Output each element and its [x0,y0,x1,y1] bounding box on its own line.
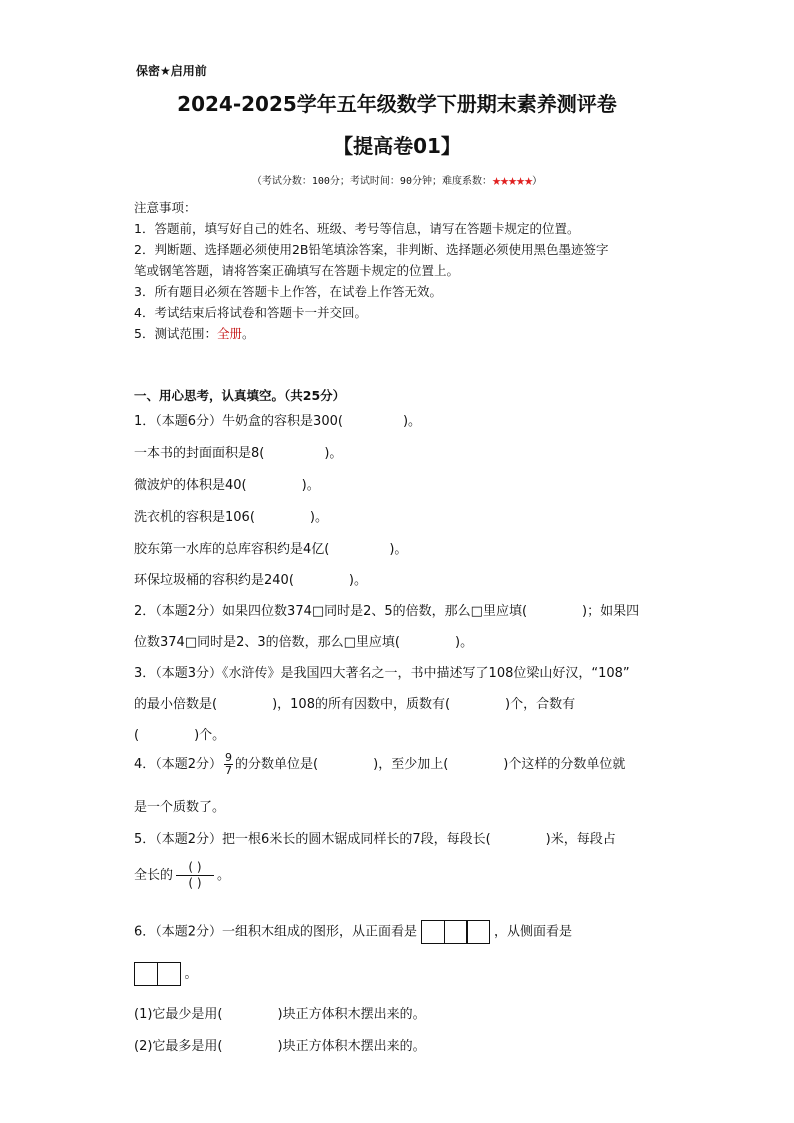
note-item: 笔或钢笔答题，请将答案正确填写在答题卡规定的位置上。 [134,263,460,278]
q3-line [134,693,575,712]
notes-heading: 注意事项： [134,200,197,215]
q3-text: )，108的所有因数中，质数有( [272,697,451,712]
q1-text: 微波炉的体积是40( [134,478,247,493]
q1-text: )。 [309,510,328,525]
fraction-9-7 [224,752,233,777]
q1-text: )。 [389,542,408,557]
q1-line [134,538,407,557]
q1-text: 洗衣机的容积是106( [134,510,255,525]
note-item: 2．判断题、选择题必须使用2B铅笔填涂答案，非判断、选择题必须使用黑色墨迹签字 [134,242,609,257]
q6-text: ，从侧面看是 [494,924,573,940]
q1-line [134,442,342,461]
q1-line [134,506,328,525]
q2-text: )。 [455,635,474,650]
side-view-figure [134,962,181,986]
q1-text: 一本书的封面面积是8( [134,446,265,461]
cube-square [444,920,468,944]
note-scope [134,323,664,344]
scope-label: 5．测试范围： [134,326,217,341]
q4-line: 是一个质数了。 [134,800,226,815]
q5-line [134,860,230,891]
q1-text: 环保垃圾桶的容积约是240( [134,573,294,588]
fraction-denominator: 7 [225,764,233,777]
q4-line [134,752,625,777]
exam-subtitle: 【提高卷01】 [333,134,461,158]
q2-text: 位数374□同时是2、3的倍数，那么□里应填( [134,635,400,650]
q3-line [134,724,225,743]
q1-text: )。 [402,414,422,429]
q5-text: )米，每段占 [545,832,616,847]
cube-square [466,920,490,944]
q6-line [134,920,572,944]
fraction-blank-bottom: ( ) [188,876,202,890]
q5-text: 5．（本题2分）把一根6米长的圆木锯成同样长的7段，每段长( [134,832,491,847]
q3-line: 3．（本题3分）《水浒传》是我国四大著名之一，书中描述写了108位梁山好汉，“108” [134,666,630,681]
exam-meta [0,170,794,188]
q6-line [134,962,198,986]
q5-text: 全长的 [134,868,174,883]
q1-text: )。 [301,478,320,493]
meta-prefix: （考试分数：100分；考试时间：90分钟；难度系数： [251,176,492,187]
scope-end: 。 [241,326,255,341]
note-item: 1．答题前，填写好自己的姓名、班级、考号等信息，请写在答题卡规定的位置。 [134,221,580,236]
cube-square [421,920,445,944]
q1-text: )。 [348,573,367,588]
note-item: 4．考试结束后将试卷和答题卡一并交回。 [134,305,367,320]
q1-text: )。 [324,446,343,461]
q1-line [134,410,421,429]
q2-line [134,600,639,619]
q4-text: )个这样的分数单位就 [503,757,626,772]
q6-text: 。 [184,966,198,982]
q3-text: 的最小倍数是( [134,697,218,712]
front-view-figure [421,920,490,944]
fraction-blank-top: ( ) [176,860,214,876]
q1-line [134,569,367,588]
q2-line [134,631,473,650]
q5-text: 。 [217,868,231,883]
q4-text: 的分数单位是( [235,757,319,772]
cube-square [134,962,158,986]
q2-text: 2．（本题2分）如果四位数374□同时是2、5的倍数，那么□里应填( [134,604,528,619]
q6-text: (1)它最少是用( [134,1007,223,1022]
q6-text: )块正方体积木摆出来的。 [277,1007,426,1022]
q6-text: (2)它最多是用( [134,1039,223,1054]
meta-suffix: ） [532,176,543,187]
section-title: 一、用心思考，认真填空。（共25分） [134,388,346,403]
q2-text: )；如果四 [582,604,640,619]
confidential-label: 保密★启用前 [136,64,207,78]
q6-text: )块正方体积木摆出来的。 [277,1039,426,1054]
q3-text: )个，合数有 [505,697,576,712]
exam-title: 2024-2025学年五年级数学下册期末素养测评卷 [177,92,617,116]
notes-block [134,197,664,344]
q6-sub-line [134,1035,426,1054]
note-item: 3．所有题目必须在答题卡上作答，在试卷上作答无效。 [134,284,442,299]
q4-text: 4．（本题2分） [134,757,223,772]
q1-text: 胶东第一水库的总库容积约是4亿( [134,542,330,557]
difficulty-stars-icon: ★★★★★ [491,171,533,189]
q1-text: 1．（本题6分）牛奶盒的容积是300( [134,414,343,429]
cube-square [157,962,181,986]
q3-text: ( [134,728,140,743]
q6-sub-line [134,1003,426,1022]
fraction-numerator: 9 [225,751,233,764]
q6-text: 6．（本题2分）一组积木组成的图形，从正面看是 [134,924,418,940]
q3-text: )个。 [194,728,226,743]
q5-line [134,828,616,847]
q1-line [134,474,320,493]
q4-text: )，至少加上( [373,757,449,772]
fraction-answer-box[interactable] [176,860,214,891]
scope-value: 全册 [216,326,242,341]
